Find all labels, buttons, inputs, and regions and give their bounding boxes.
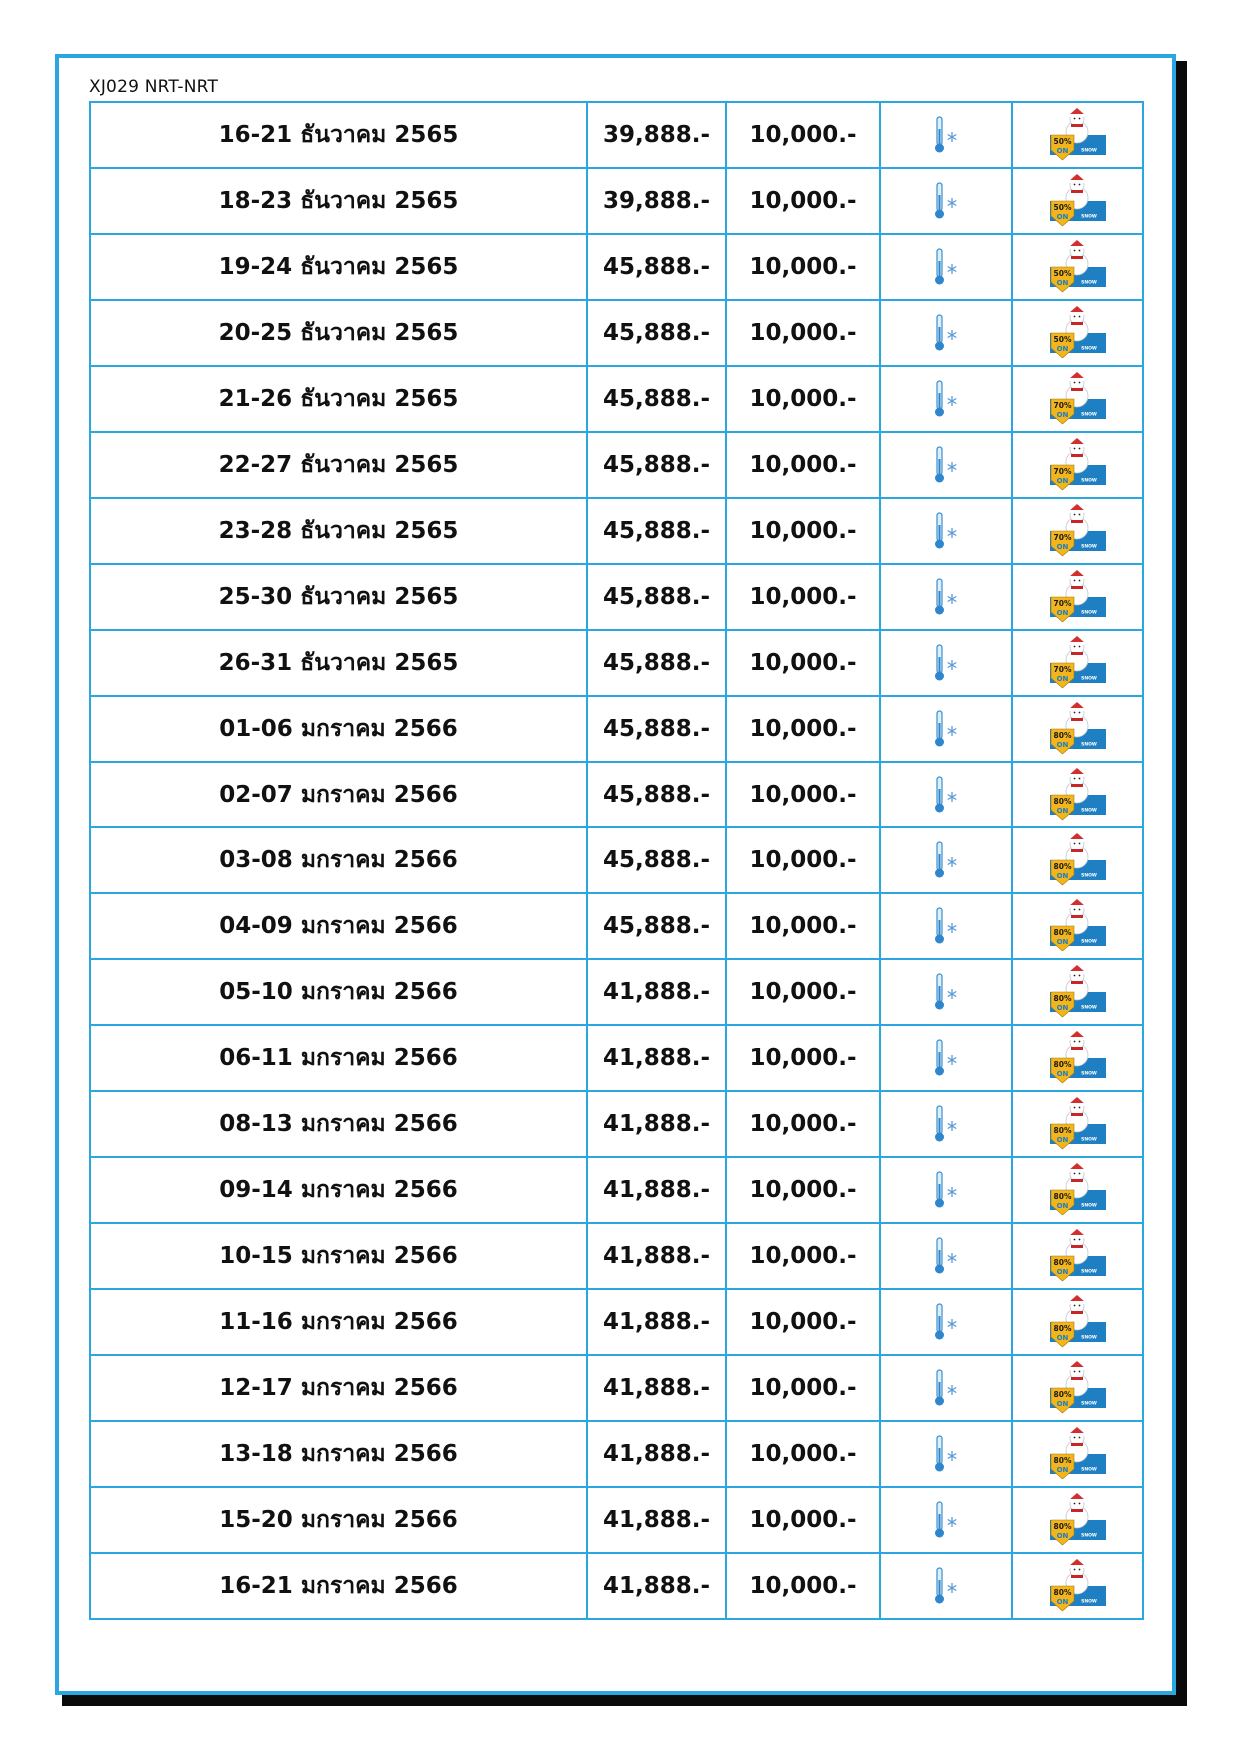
snowman-promo-badge-icon [1050, 570, 1106, 624]
promo-on-text: ON [1056, 1400, 1068, 1409]
promo-percent-text: 80% [1053, 928, 1071, 938]
snowman-promo-badge-icon [1050, 504, 1106, 558]
temperature-cell [880, 366, 1012, 432]
promo-snow-text: SNOW [1080, 1137, 1097, 1143]
deposit-cell: 10,000.- [726, 696, 880, 762]
promo-percent-text: 80% [1053, 1521, 1071, 1531]
promo-snow-text: SNOW [1080, 939, 1097, 945]
table-row [90, 696, 1143, 762]
promo-percent-text: 50% [1053, 334, 1071, 344]
promo-percent-text: 70% [1053, 400, 1071, 410]
deposit-cell: 10,000.- [726, 893, 880, 959]
promo-percent-text: 80% [1053, 994, 1071, 1004]
promo-on-text: ON [1056, 608, 1068, 617]
table-row [90, 564, 1143, 630]
promo-snow-text: SNOW [1080, 214, 1097, 220]
temperature-cell [880, 762, 1012, 828]
temperature-cell [880, 630, 1012, 696]
snowman-promo-badge-icon [1050, 1559, 1106, 1613]
thermometer-snow-icon [933, 643, 959, 683]
price-cell: 45,888.- [587, 432, 726, 498]
promo-on-text: ON [1056, 278, 1068, 287]
promo-badge-cell [1012, 1487, 1143, 1553]
thermometer-snow-icon [933, 972, 959, 1012]
promo-badge-cell [1012, 630, 1143, 696]
table-row [90, 893, 1143, 959]
promo-badge-cell [1012, 300, 1143, 366]
snowman-promo-badge-icon [1050, 1163, 1106, 1217]
price-cell: 41,888.- [587, 1487, 726, 1553]
promo-snow-text: SNOW [1080, 1203, 1097, 1209]
travel-date-cell: 09-14 มกราคม 2566 [90, 1157, 587, 1223]
promo-on-text: ON [1056, 1334, 1068, 1343]
promo-snow-text: SNOW [1080, 478, 1097, 484]
snowman-promo-badge-icon [1050, 833, 1106, 887]
promo-percent-text: 70% [1053, 664, 1071, 674]
price-cell: 45,888.- [587, 564, 726, 630]
promo-snow-text: SNOW [1080, 610, 1097, 616]
promo-percent-text: 80% [1053, 1456, 1071, 1466]
thermometer-snow-icon [933, 247, 959, 287]
promo-badge-cell [1012, 234, 1143, 300]
promo-percent-text: 50% [1053, 136, 1071, 146]
promo-badge-cell [1012, 893, 1143, 959]
deposit-cell: 10,000.- [726, 300, 880, 366]
promo-percent-text: 50% [1053, 202, 1071, 212]
document-code: XJ029 NRT-NRT [89, 77, 219, 97]
snowman-promo-badge-icon [1050, 768, 1106, 822]
deposit-cell: 10,000.- [726, 1025, 880, 1091]
promo-badge-cell [1012, 959, 1143, 1025]
table-row [90, 432, 1143, 498]
travel-date-cell: 01-06 มกราคม 2566 [90, 696, 587, 762]
snowman-promo-badge-icon [1050, 174, 1106, 228]
promo-badge-cell [1012, 696, 1143, 762]
promo-badge-cell [1012, 1091, 1143, 1157]
table-row [90, 762, 1143, 828]
price-cell: 45,888.- [587, 234, 726, 300]
temperature-cell [880, 564, 1012, 630]
temperature-cell [880, 300, 1012, 366]
deposit-cell: 10,000.- [726, 1091, 880, 1157]
deposit-cell: 10,000.- [726, 630, 880, 696]
travel-date-cell: 10-15 มกราคม 2566 [90, 1223, 587, 1289]
snowman-promo-badge-icon [1050, 108, 1106, 162]
snowman-promo-badge-icon [1050, 1361, 1106, 1415]
snowman-promo-badge-icon [1050, 1493, 1106, 1547]
snowman-promo-badge-icon [1050, 372, 1106, 426]
promo-snow-text: SNOW [1080, 742, 1097, 748]
promo-snow-text: SNOW [1080, 1269, 1097, 1275]
travel-date-cell: 19-24 ธันวาคม 2565 [90, 234, 587, 300]
deposit-cell: 10,000.- [726, 234, 880, 300]
deposit-cell: 10,000.- [726, 366, 880, 432]
temperature-cell [880, 1289, 1012, 1355]
table-row [90, 1421, 1143, 1487]
price-cell: 41,888.- [587, 959, 726, 1025]
snowman-promo-badge-icon [1050, 306, 1106, 360]
thermometer-snow-icon [933, 1566, 959, 1606]
promo-snow-text: SNOW [1080, 1467, 1097, 1473]
price-cell: 41,888.- [587, 1025, 726, 1091]
snowman-promo-badge-icon [1050, 1229, 1106, 1283]
promo-on-text: ON [1056, 476, 1068, 485]
promo-badge-cell [1012, 1025, 1143, 1091]
temperature-cell [880, 498, 1012, 564]
promo-badge-cell [1012, 827, 1143, 893]
deposit-cell: 10,000.- [726, 564, 880, 630]
table-row [90, 1355, 1143, 1421]
travel-date-cell: 16-21 ธันวาคม 2565 [90, 102, 587, 168]
deposit-cell: 10,000.- [726, 432, 880, 498]
table-row [90, 1289, 1143, 1355]
promo-percent-text: 80% [1053, 730, 1071, 740]
travel-date-cell: 16-21 มกราคม 2566 [90, 1553, 587, 1619]
travel-date-cell: 23-28 ธันวาคม 2565 [90, 498, 587, 564]
thermometer-snow-icon [933, 1170, 959, 1210]
thermometer-snow-icon [933, 1302, 959, 1342]
snowman-promo-badge-icon [1050, 1097, 1106, 1151]
thermometer-snow-icon [933, 445, 959, 485]
promo-percent-text: 80% [1053, 1258, 1071, 1268]
thermometer-snow-icon [933, 181, 959, 221]
deposit-cell: 10,000.- [726, 762, 880, 828]
promo-badge-cell [1012, 498, 1143, 564]
deposit-cell: 10,000.- [726, 102, 880, 168]
promo-snow-text: SNOW [1080, 1071, 1097, 1077]
temperature-cell [880, 1421, 1012, 1487]
promo-percent-text: 80% [1053, 1060, 1071, 1070]
promo-snow-text: SNOW [1080, 346, 1097, 352]
promo-snow-text: SNOW [1080, 1599, 1097, 1605]
promo-on-text: ON [1056, 1466, 1068, 1475]
promo-badge-cell [1012, 432, 1143, 498]
promo-on-text: ON [1056, 1136, 1068, 1145]
deposit-cell: 10,000.- [726, 959, 880, 1025]
promo-on-text: ON [1056, 872, 1068, 881]
promo-badge-cell [1012, 102, 1143, 168]
thermometer-snow-icon [933, 1236, 959, 1276]
table-row [90, 827, 1143, 893]
price-cell: 45,888.- [587, 762, 726, 828]
promo-on-text: ON [1056, 1268, 1068, 1277]
table-row [90, 102, 1143, 168]
promo-percent-text: 80% [1053, 796, 1071, 806]
promo-percent-text: 50% [1053, 268, 1071, 278]
schedule-body [90, 102, 1143, 1619]
promo-badge-cell [1012, 762, 1143, 828]
travel-date-cell: 12-17 มกราคม 2566 [90, 1355, 587, 1421]
promo-snow-text: SNOW [1080, 280, 1097, 286]
promo-snow-text: SNOW [1080, 808, 1097, 813]
deposit-cell: 10,000.- [726, 1553, 880, 1619]
temperature-cell [880, 1487, 1012, 1553]
snowman-promo-badge-icon [1050, 1295, 1106, 1349]
travel-date-cell: 26-31 ธันวาคม 2565 [90, 630, 587, 696]
price-cell: 41,888.- [587, 1553, 726, 1619]
thermometer-snow-icon [933, 313, 959, 353]
deposit-cell: 10,000.- [726, 498, 880, 564]
temperature-cell [880, 102, 1012, 168]
promo-percent-text: 80% [1053, 1390, 1071, 1400]
promo-on-text: ON [1056, 1070, 1068, 1079]
deposit-cell: 10,000.- [726, 1355, 880, 1421]
snowman-promo-badge-icon [1050, 1427, 1106, 1481]
promo-on-text: ON [1056, 674, 1068, 683]
promo-on-text: ON [1056, 1597, 1068, 1606]
temperature-cell [880, 1157, 1012, 1223]
snowman-promo-badge-icon [1050, 240, 1106, 294]
travel-date-cell: 04-09 มกราคม 2566 [90, 893, 587, 959]
thermometer-snow-icon [933, 379, 959, 419]
promo-on-text: ON [1056, 1004, 1068, 1013]
promo-on-text: ON [1056, 1202, 1068, 1211]
promo-snow-text: SNOW [1080, 1533, 1097, 1539]
price-cell: 41,888.- [587, 1421, 726, 1487]
deposit-cell: 10,000.- [726, 1157, 880, 1223]
temperature-cell [880, 1091, 1012, 1157]
snowman-promo-badge-icon [1050, 636, 1106, 690]
temperature-cell [880, 1025, 1012, 1091]
table-row [90, 300, 1143, 366]
thermometer-snow-icon [933, 511, 959, 551]
price-cell: 45,888.- [587, 827, 726, 893]
thermometer-snow-icon [933, 1500, 959, 1540]
thermometer-snow-icon [933, 1368, 959, 1408]
promo-badge-cell [1012, 564, 1143, 630]
thermometer-snow-icon [933, 709, 959, 749]
promo-badge-cell [1012, 1421, 1143, 1487]
promo-snow-text: SNOW [1080, 544, 1097, 550]
thermometer-snow-icon [933, 1038, 959, 1078]
thermometer-snow-icon [933, 840, 959, 880]
promo-on-text: ON [1056, 410, 1068, 419]
travel-date-cell: 18-23 ธันวาคม 2565 [90, 168, 587, 234]
travel-date-cell: 20-25 ธันวาคม 2565 [90, 300, 587, 366]
travel-date-cell: 25-30 ธันวาคม 2565 [90, 564, 587, 630]
promo-badge-cell [1012, 1223, 1143, 1289]
thermometer-snow-icon [933, 1434, 959, 1474]
departure-schedule-table [89, 101, 1144, 1620]
promo-badge-cell [1012, 1355, 1143, 1421]
promo-badge-cell [1012, 366, 1143, 432]
promo-on-text: ON [1056, 1531, 1068, 1540]
table-row [90, 1091, 1143, 1157]
table-row [90, 366, 1143, 432]
table-row [90, 1487, 1143, 1553]
price-cell: 39,888.- [587, 102, 726, 168]
table-row [90, 630, 1143, 696]
promo-percent-text: 80% [1053, 862, 1071, 872]
price-cell: 41,888.- [587, 1091, 726, 1157]
promo-snow-text: SNOW [1080, 873, 1097, 879]
promo-percent-text: 80% [1053, 1324, 1071, 1334]
price-cell: 39,888.- [587, 168, 726, 234]
price-cell: 45,888.- [587, 300, 726, 366]
price-cell: 41,888.- [587, 1223, 726, 1289]
thermometer-snow-icon [933, 115, 959, 155]
price-cell: 41,888.- [587, 1289, 726, 1355]
travel-date-cell: 11-16 มกราคม 2566 [90, 1289, 587, 1355]
temperature-cell [880, 893, 1012, 959]
deposit-cell: 10,000.- [726, 827, 880, 893]
price-cell: 41,888.- [587, 1157, 726, 1223]
temperature-cell [880, 1223, 1012, 1289]
promo-badge-cell [1012, 168, 1143, 234]
promo-snow-text: SNOW [1080, 676, 1097, 682]
promo-on-text: ON [1056, 344, 1068, 353]
price-cell: 45,888.- [587, 630, 726, 696]
promo-badge-cell [1012, 1289, 1143, 1355]
temperature-cell [880, 827, 1012, 893]
deposit-cell: 10,000.- [726, 1289, 880, 1355]
promo-on-text: ON [1056, 740, 1068, 749]
snowman-promo-badge-icon [1050, 438, 1106, 492]
promo-snow-text: SNOW [1080, 1401, 1097, 1407]
promo-on-text: ON [1056, 212, 1068, 221]
thermometer-snow-icon [933, 775, 959, 815]
travel-date-cell: 13-18 มกราคม 2566 [90, 1421, 587, 1487]
temperature-cell [880, 168, 1012, 234]
table-row [90, 498, 1143, 564]
table-row [90, 959, 1143, 1025]
temperature-cell [880, 696, 1012, 762]
deposit-cell: 10,000.- [726, 1223, 880, 1289]
promo-snow-text: SNOW [1080, 148, 1097, 154]
promo-percent-text: 70% [1053, 532, 1071, 542]
promo-on-text: ON [1056, 806, 1068, 815]
promo-percent-text: 70% [1053, 598, 1071, 608]
table-row [90, 1223, 1143, 1289]
table-row [90, 234, 1143, 300]
thermometer-snow-icon [933, 1104, 959, 1144]
promo-on-text: ON [1056, 938, 1068, 947]
promo-badge-cell [1012, 1157, 1143, 1223]
promo-snow-text: SNOW [1080, 412, 1097, 418]
snowman-promo-badge-icon [1050, 702, 1106, 756]
table-row [90, 1157, 1143, 1223]
temperature-cell [880, 1355, 1012, 1421]
promo-percent-text: 70% [1053, 466, 1071, 476]
deposit-cell: 10,000.- [726, 168, 880, 234]
snowman-promo-badge-icon [1050, 1031, 1106, 1085]
snowman-promo-badge-icon [1050, 899, 1106, 953]
travel-date-cell: 06-11 มกราคม 2566 [90, 1025, 587, 1091]
table-row [90, 1553, 1143, 1619]
price-cell: 45,888.- [587, 366, 726, 432]
promo-percent-text: 80% [1053, 1192, 1071, 1202]
price-cell: 45,888.- [587, 498, 726, 564]
table-row [90, 168, 1143, 234]
price-cell: 45,888.- [587, 696, 726, 762]
travel-date-cell: 22-27 ธันวาคม 2565 [90, 432, 587, 498]
thermometer-snow-icon [933, 906, 959, 946]
promo-percent-text: 80% [1053, 1587, 1071, 1597]
thermometer-snow-icon [933, 577, 959, 617]
promo-on-text: ON [1056, 542, 1068, 551]
snowman-promo-badge-icon [1050, 965, 1106, 1019]
promo-percent-text: 80% [1053, 1126, 1071, 1136]
travel-date-cell: 02-07 มกราคม 2566 [90, 762, 587, 828]
temperature-cell [880, 959, 1012, 1025]
travel-date-cell: 21-26 ธันวาคม 2565 [90, 366, 587, 432]
travel-date-cell: 15-20 มกราคม 2566 [90, 1487, 587, 1553]
travel-date-cell: 05-10 มกราคม 2566 [90, 959, 587, 1025]
deposit-cell: 10,000.- [726, 1487, 880, 1553]
promo-on-text: ON [1056, 146, 1068, 155]
price-cell: 45,888.- [587, 893, 726, 959]
promo-badge-cell [1012, 1553, 1143, 1619]
travel-date-cell: 03-08 มกราคม 2566 [90, 827, 587, 893]
temperature-cell [880, 432, 1012, 498]
temperature-cell [880, 1553, 1012, 1619]
promo-snow-text: SNOW [1080, 1005, 1097, 1011]
deposit-cell: 10,000.- [726, 1421, 880, 1487]
promo-snow-text: SNOW [1080, 1335, 1097, 1341]
table-row [90, 1025, 1143, 1091]
price-cell: 41,888.- [587, 1355, 726, 1421]
temperature-cell [880, 234, 1012, 300]
travel-date-cell: 08-13 มกราคม 2566 [90, 1091, 587, 1157]
